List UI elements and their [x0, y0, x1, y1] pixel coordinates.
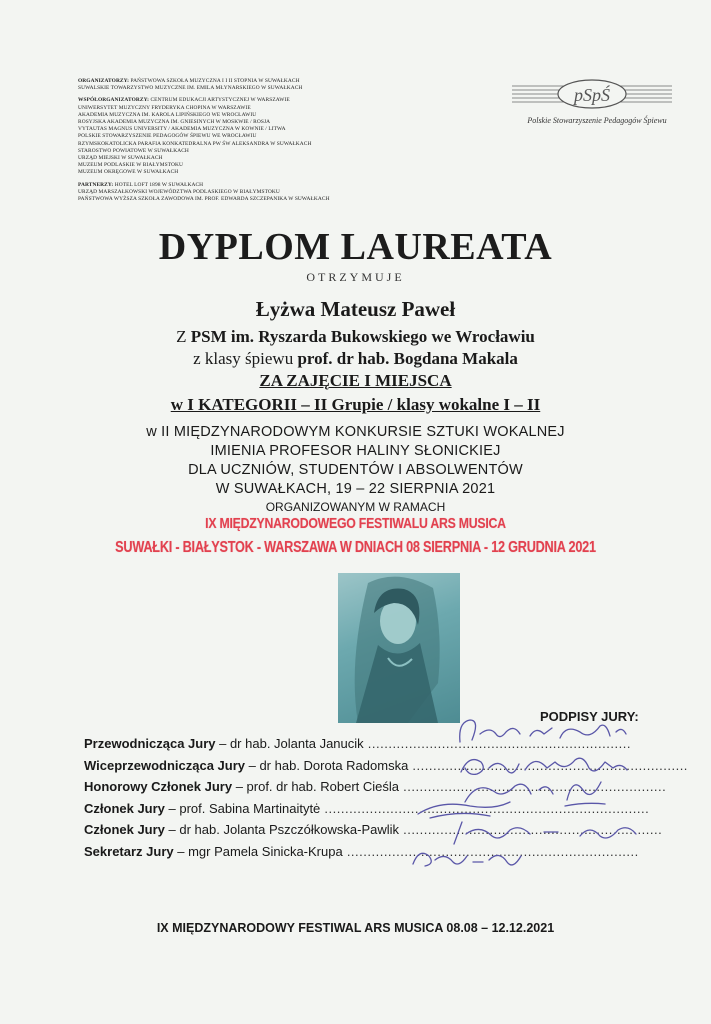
signature-sinicka-krupa	[405, 842, 535, 874]
partner-line: HOTEL LOFT 1898 W SUWAŁKACH	[114, 181, 204, 188]
jury-role: Wiceprzewodnicząca Jury	[84, 757, 245, 773]
school-prefix: Z	[176, 327, 191, 346]
contest-line: DLA UCZNIÓW, STUDENTÓW I ABSOLWENTÓW	[188, 462, 523, 478]
co-organizer-line: AKADEMIA MUZYCZNA IM. KAROLA LIPIŃSKIEGO WE WROCŁAWIU	[78, 111, 257, 118]
co-organizer-line: UNIWERSYTET MUZYCZNY FRYDERYKA CHOPINA W WARSZAWIE	[78, 104, 251, 111]
co-organizer-line: ROSYJSKA AKADEMIA MUZYCZNA IM. GNIESINYCH W MOSKWIE / ROSJA	[78, 119, 271, 126]
organized-label: ORGANIZOWANYM W RAMACH	[265, 500, 446, 514]
school-line	[0, 327, 711, 347]
signature-line: ...................................................................	[408, 757, 688, 773]
signature-line: ...............................................................................	[320, 800, 650, 816]
portrait-illustration	[338, 573, 460, 723]
jury-person: – prof. Sabina Martinaitytė	[164, 800, 321, 816]
signature-line: .......................................................................	[342, 843, 639, 859]
jury-person: – dr hab. Dorota Radomska	[245, 757, 409, 773]
jury-role: Członek Jury	[84, 822, 165, 837]
co-organizer-line: RZYMSKOKATOLICKA PARAFIA KONKATEDRALNA PW ŚW ALEKSANDRA W SUWAŁKACH	[78, 140, 312, 147]
class-line	[0, 349, 711, 369]
contest-line: W SUWAŁKACH, 19 – 22 SIERPNIA 2021	[215, 481, 496, 497]
partner-line: PAŃSTWOWA WYŻSZA SZKOŁA ZAWODOWA IM. PROF. EDWARDA SZCZEPANIKA W SUWAŁKACH	[78, 196, 330, 203]
co-organizer-line: STAROSTWO POWIATOWE W SUWAŁKACH	[78, 147, 189, 154]
contest-line: w II MIĘDZYNARODOWYM KONKURSIE SZTUKI WOKALNEJ	[146, 424, 565, 440]
signature-line: ................................................................	[363, 736, 631, 751]
logo-text: pSpŚ	[574, 85, 610, 105]
laureate-name: Łyżwa Mateusz Paweł	[255, 297, 456, 321]
school-name: PSM im. Ryszarda Bukowskiego we Wrocławiu	[190, 327, 535, 346]
jury-person: – dr hab. Jolanta Janucik	[215, 736, 364, 751]
jury-role: Przewodnicząca Jury	[84, 736, 216, 751]
co-organizer-line: MUZEUM OKRĘGOWE W SUWAŁKACH	[78, 169, 179, 176]
class-prefix: z klasy śpiewu	[193, 349, 298, 368]
diploma-title: DYPLOM LAUREATA	[158, 226, 553, 268]
footer-festival: IX MIĘDZYNARODOWY FESTIWAL ARS MUSICA 08.08 – 12.12.2021	[156, 921, 555, 935]
jury-signatures-title: PODPISY JURY:	[540, 709, 639, 724]
signature-janucik	[440, 712, 640, 752]
co-organizers-label: WSPÓŁORGANIZATORZY:	[78, 97, 149, 104]
category-line: w I KATEGORII – II Grupie / klasy wokalne I – II	[170, 395, 541, 414]
co-organizer-line: POLSKIE STOWARZYSZENIE PEDAGOGÓW ŚPIEWU WE WROCŁAWIU	[78, 133, 257, 140]
signature-line: ................................................................	[399, 779, 667, 794]
partners-group	[78, 182, 418, 204]
contest-line: IMIENIA PROFESOR HALINY SŁONICKIEJ	[210, 443, 501, 459]
award-line: ZA ZAJĘCIE I MIEJSCA	[259, 371, 452, 390]
festival-dates: SUWAŁKI - BIAŁYSTOK - WARSZAWA W DNIACH 08 SIERPNIA - 12 GRUDNIA 2021	[115, 539, 596, 556]
teacher-name: prof. dr hab. Bogdana Makala	[297, 349, 518, 368]
co-organizer-line: URZĄD MIEJSKI W SUWAŁKACH	[78, 155, 163, 162]
partner-line: URZĄD MARSZAŁKOWSKI WOJEWÓDZTWA PODLASKIEGO W BIAŁYMSTOKU	[78, 188, 280, 195]
jury-role: Członek Jury	[84, 800, 165, 816]
signature-line: ...............................................................	[399, 822, 663, 837]
co-organizers-group	[78, 97, 418, 176]
partners-label: PARTNERZY:	[78, 181, 114, 188]
organizers-block	[78, 78, 418, 208]
jury-person: – dr hab. Jolanta Pszczółkowska-Pawlik	[164, 822, 400, 837]
organizers-label: ORGANIZATORZY:	[78, 78, 130, 84]
co-organizer-line: MUZEUM PODLASKIE W BIAŁYMSTOKU	[78, 162, 183, 169]
contest-description	[0, 423, 711, 499]
jury-role: Sekretarz Jury	[84, 843, 174, 859]
co-organizer-line: VYTAUTAS MAGNUS UNIVERSITY / AKADEMIA MUZYCZNA W KOWNIE / LITWA	[78, 126, 286, 133]
jury-person: – prof. dr hab. Robert Cieśla	[232, 779, 399, 794]
organizer-line: SUWALSKIE TOWARZYSTWO MUZYCZNE IM. EMILA MŁYNARSKIEGO W SUWAŁKACH	[78, 85, 303, 92]
logo-caption: Polskie Stowarzyszenie Pedagogów Śpiewu	[527, 116, 667, 125]
organizers-group	[78, 78, 418, 92]
co-organizer-line: CENTRUM EDUKACJI ARTYSTYCZNEJ W WARSZAWIE	[150, 97, 290, 104]
jury-role: Honorowy Członek Jury	[84, 779, 233, 794]
jury-person: – mgr Pamela Sinicka-Krupa	[173, 843, 343, 859]
receives-label: OTRZYMUJE	[306, 270, 405, 284]
portrait-photo	[338, 573, 460, 723]
festival-name: IX MIĘDZYNARODOWEGO FESTIWALU ARS MUSICA	[205, 515, 506, 532]
organizer-line: PAŃSTWOWA SZKOŁA MUZYCZNA I I II STOPNIA W SUWAŁKACH	[130, 78, 300, 84]
